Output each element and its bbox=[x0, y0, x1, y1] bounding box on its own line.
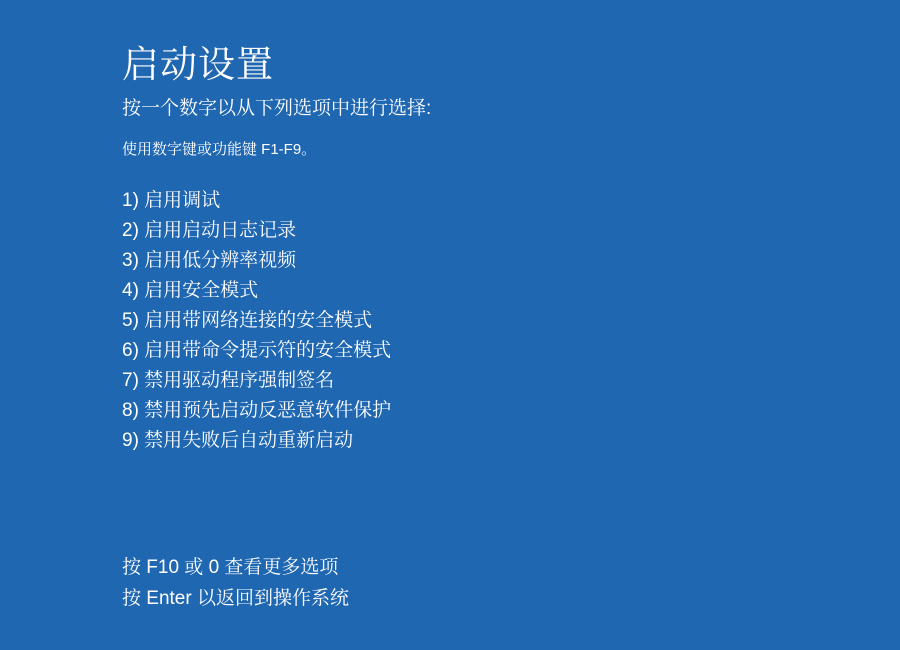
option-enable-boot-logging[interactable]: 2) 启用启动日志记录 bbox=[122, 220, 297, 241]
footer-more-options-hint: 按 F10 或 0 查看更多选项 bbox=[122, 557, 339, 578]
option-disable-automatic-restart-on-failure[interactable]: 9) 禁用失败后自动重新启动 bbox=[122, 430, 354, 451]
option-enable-debugging[interactable]: 1) 启用调试 bbox=[122, 190, 221, 211]
option-enable-safe-mode-with-networking[interactable]: 5) 启用带网络连接的安全模式 bbox=[122, 310, 373, 331]
option-enable-safe-mode-with-command-prompt[interactable]: 6) 启用带命令提示符的安全模式 bbox=[122, 340, 392, 361]
option-disable-driver-signature-enforcement[interactable]: 7) 禁用驱动程序强制签名 bbox=[122, 370, 335, 391]
page-title: 启动设置 bbox=[122, 43, 274, 85]
footer-hints bbox=[122, 552, 349, 614]
option-disable-early-launch-anti-malware[interactable]: 8) 禁用预先启动反恶意软件保护 bbox=[122, 400, 392, 421]
keys-hint-text: 使用数字键或功能键 F1-F9。 bbox=[122, 141, 317, 158]
option-enable-safe-mode[interactable]: 4) 启用安全模式 bbox=[122, 280, 259, 301]
option-enable-low-resolution-video[interactable]: 3) 启用低分辨率视频 bbox=[122, 250, 297, 271]
footer-return-to-os-hint: 按 Enter 以返回到操作系统 bbox=[122, 588, 349, 609]
instruction-text: 按一个数字以从下列选项中进行选择: bbox=[122, 98, 432, 119]
options-list bbox=[122, 186, 391, 456]
